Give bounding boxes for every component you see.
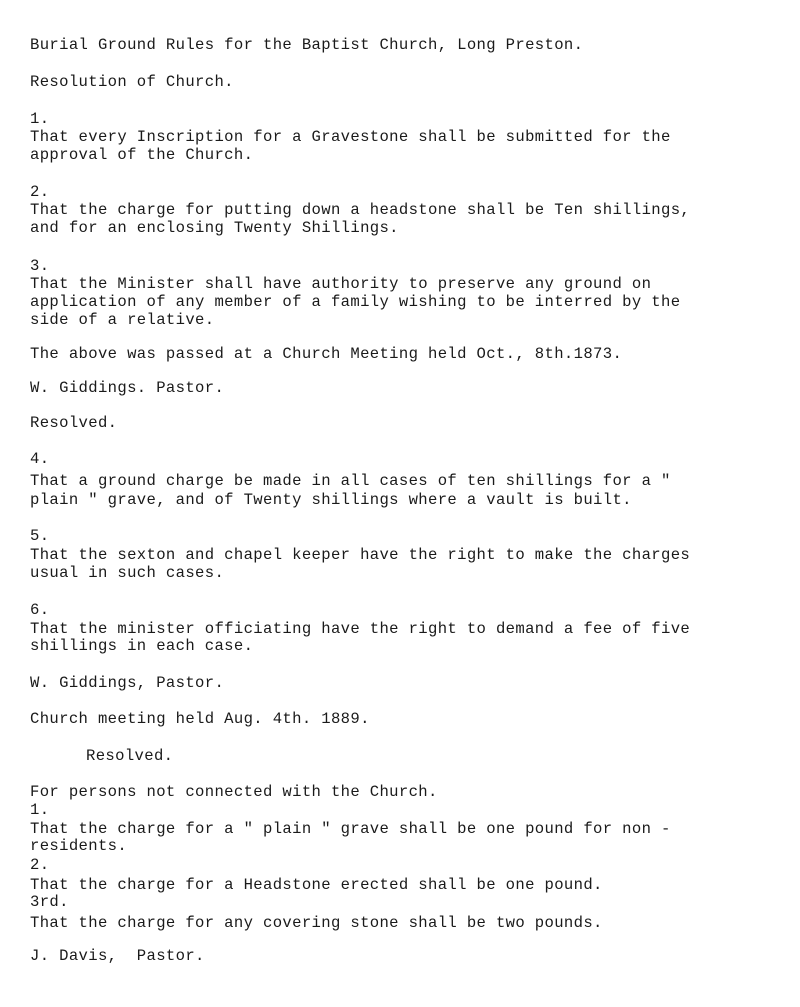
item-number: 2. (30, 183, 50, 201)
item-number: 6. (30, 601, 50, 619)
item-number: 5. (30, 527, 50, 545)
item-text: That the minister officiating have the right to demand a fee of five (30, 620, 691, 638)
item-number: 4. (30, 450, 50, 468)
item-text: plain " grave, and of Twenty shillings where a vault is built. (30, 491, 632, 509)
signature: W. Giddings. Pastor. (30, 379, 225, 397)
item-text: residents. (30, 837, 128, 855)
item-text: That every Inscription for a Gravestone shall be submitted for the (30, 128, 671, 146)
non-members-heading: For persons not connected with the Church. (30, 783, 438, 801)
item-text: That the Minister shall have authority to preserve any ground on (30, 275, 652, 293)
passed-note: The above was passed at a Church Meeting held Oct., 8th.1873. (30, 345, 623, 363)
item-text: application of any member of a family wishing to be interred by the (30, 293, 681, 311)
item-number: 2. (30, 856, 50, 874)
resolved-heading: Resolved. (86, 747, 174, 765)
item-text: usual in such cases. (30, 564, 225, 582)
item-text: That the sexton and chapel keeper have the right to make the charges (30, 546, 691, 564)
item-text: side of a relative. (30, 311, 215, 329)
item-number: 3rd. (30, 893, 69, 911)
item-number: 3. (30, 257, 50, 275)
signature: J. Davis, Pastor. (30, 947, 205, 965)
item-text: approval of the Church. (30, 146, 254, 164)
signature: W. Giddings, Pastor. (30, 674, 225, 692)
item-text: shillings in each case. (30, 637, 254, 655)
item-text: That the charge for putting down a headstone shall be Ten shillings, (30, 201, 691, 219)
item-number: 1. (30, 110, 50, 128)
item-number: 1. (30, 801, 50, 819)
item-text: and for an enclosing Twenty Shillings. (30, 219, 399, 237)
document-title: Burial Ground Rules for the Baptist Church, Long Preston. (30, 36, 584, 54)
item-text: That a ground charge be made in all cases of ten shillings for a " (30, 472, 671, 490)
resolved-heading: Resolved. (30, 414, 118, 432)
meeting-note: Church meeting held Aug. 4th. 1889. (30, 710, 370, 728)
resolution-heading: Resolution of Church. (30, 73, 234, 91)
item-text: That the charge for a Headstone erected shall be one pound. (30, 876, 603, 894)
item-text: That the charge for a " plain " grave shall be one pound for non - (30, 820, 671, 838)
item-text: That the charge for any covering stone shall be two pounds. (30, 914, 603, 932)
